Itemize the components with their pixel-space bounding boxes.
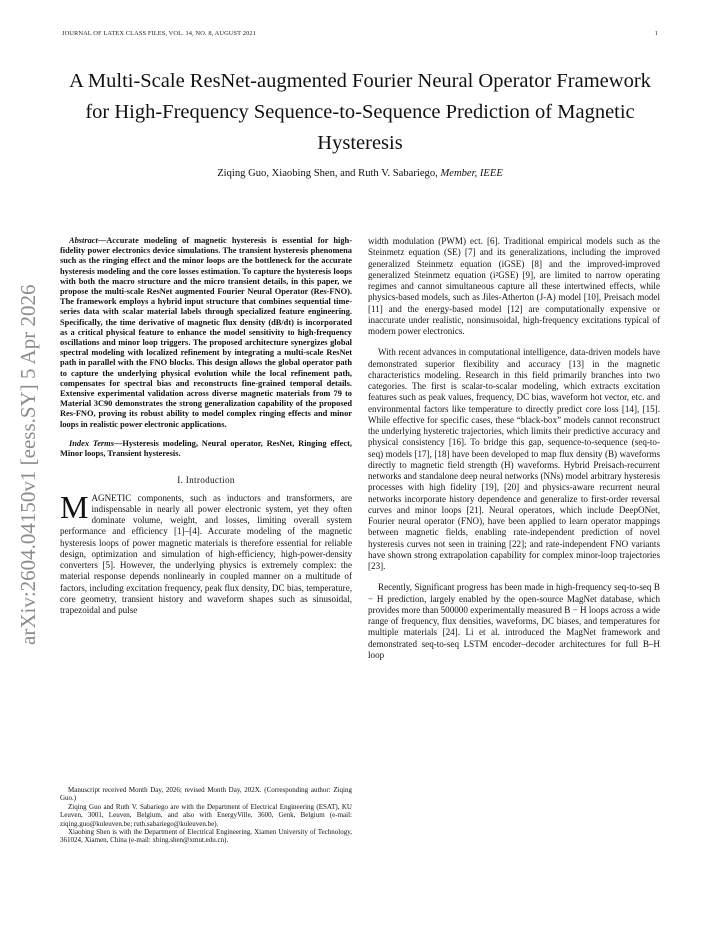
author-role: Member, IEEE <box>440 168 503 179</box>
abstract-text: —Accurate modeling of magnetic hysteresis is essential for high-fidelity power electronics device simulations. The transient hysteresis phenomena such as the ringing effect and the minor loops are the bottleneck for the accurate hysteresis modeling and the core losses estimation. To capture the hysteresis loops with both the macro structure and the micro transient details, in this paper, we propose the multi-scale ResNet augmented Fourier Neural Operator (Res-FNO). The framework employs a hybrid input structure that combines sequential time-series data with scalar material labels through specialized feature engineering. Specifically, the time derivative of magnetic flux density (dB/dt) is incorporated as a critical physical feature to enhance the model sensitivity to high-frequency oscillations and minor loop triggers. The proposed architecture synergizes global spectral modeling with localized refinement by integrating a multi-scale ResNet path in parallel with the FNO blocks. This design allows the global operator path to capture the underlying physical evolution while the local refinement path, compensates for spectral bias and reconstructs fine-grained temporal details. Extensive experimental validation across diverse magnetic materials from 79 to Material 3C90 demonstrates the strong generalization capability of the proposed Res-FNO, proving its robust ability to model complex ringing effects and minor loops in realistic power electronic applications. <box>60 236 352 429</box>
author-names: Ziqing Guo, Xiaobing Shen, and Ruth V. Sabariego, <box>217 168 441 179</box>
intro-p1-text: AGNETIC components, such as inductors and transformers, are indispensable in nearly all power electronic system, yet they often dominate volume, weight, and losses, limiting overall system performance and efficiency [1]–[4]. Accurate modeling of the magnetic hysteresis loops of power magnetic materials is therefore essential for reliable design, optimization and simulation of high-efficiency, high-power-density converters [5]. However, the underlying physics is extremely complex: the material response depends nonlinearly in coupled manner on a multitude of factors, including excitation frequency, peak flux density, DC bias, temperature, core geometry, transient history and waveform shapes such as sinusoidal, trapezoidal and pulse <box>60 492 352 616</box>
intro-paragraph-2: With recent advances in computational intelligence, data-driven models have demonstrated superior flexibility and accuracy [13] in the magnetic characteristics modeling. Research in this field primarily branches into two categories. The first is scalar-to-scalar modeling, which extracts excitation features such as peak values, frequency, DC bias, waveform hot vector, etc. and environmental factors like temperature to directly predict core loss [14], [15]. While effective for specific cases, these “black-box” models cannot reconstruct the underlying hysteretic trajectories, which limits their predictive accuracy and physical consistency [16]. To bridge this gap, sequence-to-sequence (seq-to-seq) models [17], [18] have been developed to map flux density (B) waveforms directly to magnetic field strength (H) waveforms. Hybrid Preisach-recurrent networks and standalone deep neural networks (NNs) model arbitrary hysteresis processes with high fidelity [19], [20] and physics-aware recurrent neural networks incorporate history dependence and generalize to first-order reversal curves and minor loops [21]. Neural operators, which include DeepONet, Fourier neural operator (FNO), have been applied to learn operator mappings between magnetic fields, enabling rate-independent prediction of novel hysteresis curves not seen in training [22]; and rate-independent FNO variants have shown strong extrapolation capability for complex minor-loop trajectories [23]. <box>368 347 660 571</box>
abstract-lead: Abstract <box>69 236 98 245</box>
intro-paragraph-1 <box>60 488 352 617</box>
footnotes <box>60 786 352 845</box>
section-heading-introduction: I. Introduction <box>177 475 235 486</box>
footnote-manuscript: Manuscript received Month Day, 2026; revised Month Day, 202X. (Corresponding author: Ziqing Guo.) <box>60 786 352 803</box>
abstract <box>60 236 352 430</box>
footnote-affiliation-1: Ziqing Guo and Ruth V. Sabariego are with the Department of Electrical Engineering (ESAT), KU Leuven, 3001, Leuven, Belgium, and also with EnergyVille, 3600, Genk, Belgium (e-mail: ziqing.guo@kuleuven.be; ruth.sabariego@kuleuven.be). <box>60 802 352 828</box>
journal-header: JOURNAL OF LATEX CLASS FILES, VOL. 14, NO. 8, AUGUST 2021 <box>62 30 256 37</box>
arxiv-stamp: arXiv:2604.04150v1 [eess.SY] 5 Apr 2026 <box>16 284 40 645</box>
page-number: 1 <box>654 30 658 37</box>
dropcap-letter: M <box>60 488 89 525</box>
index-terms-text: —Hysteresis modeling, Neural operator, ResNet, Ringing effect, Minor loops, Transient hysteresis. <box>60 438 353 459</box>
left-column <box>60 236 352 616</box>
index-terms <box>60 439 352 459</box>
index-terms-lead: Index Terms <box>69 438 114 448</box>
intro-paragraph-3: Recently, Significant progress has been made in high-frequency seq-to-seq B − H prediction, largely enabled by the open-source MagNet database, which provides more than 500000 experimentally measured B − H loops across a wide range of frequency, flux densities, waveforms, DC biases, and temperatures for multiple materials [24]. Li et al. introduced the MagNet framework and demonstrated seq-to-seq LSTM encoder–decoder architectures for full B–H loop <box>368 582 660 660</box>
paper-title: A Multi-Scale ResNet-augmented Fourier Neural Operator Framework for High-Frequency Sequence-to-Sequence Prediction of Magnetic Hysteresis <box>69 70 651 154</box>
footnote-affiliation-2: Xiaobing Shen is with the Department of Electrical Engineering, Xiamen University of Technology, 361024, Xiamen, China (e-mail: xbing.shen@xmut.edu.cn). <box>60 828 352 845</box>
author-line <box>56 168 664 179</box>
intro-paragraph-1-continued: width modulation (PWM) ect. [6]. Traditional empirical models such as the Steinmetz equation (SE) [7] and its generalizations, including the improved generalized Steinmetz equation (iGSE) [8] and the improved-improved generalized Steinmetz equation (i²GSE) [9], are limited to narrow operating regimes and cannot simultaneous capture all these intertwined effects, while physics-based models, such as Jiles-Atherton (J-A) model [10], Preisach model [11] and the energy-based model [12] are computationally expensive or inaccurate under realistic, nonsinusoidal, high-frequency excitations typical of modern power electronics. <box>368 236 660 336</box>
right-column <box>368 236 660 661</box>
